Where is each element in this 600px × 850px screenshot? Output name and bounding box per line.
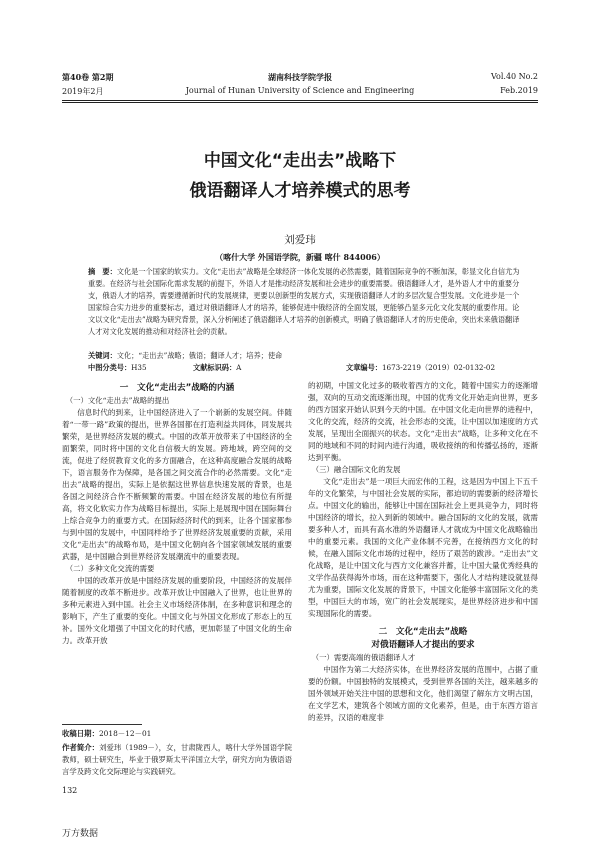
clc-value: H35 xyxy=(131,363,147,372)
author-intro-label: 作者简介： xyxy=(62,743,100,752)
keywords-line xyxy=(88,350,522,362)
header-date-en: Feb.2019 xyxy=(500,86,538,95)
keywords-text: 文化；“走出去”战略；俄语；翻译人才；培养；使命 xyxy=(116,351,283,360)
article-number-label: 文章编号： xyxy=(346,363,382,372)
clc-label: 中图分类号： xyxy=(88,363,132,372)
title-line-2: 俄语翻译人才培养模式的思考 xyxy=(189,181,411,201)
abstract-text: 文化是一个国家的软实力。文化“走出去”战略是全球经济一体化发展的必然需要，随着国际竞争的不断加深，彰显文化自信尤为重要。在经济与社会国际化需求发展的前提下，外语人才是推动经济发展和社会进步的重要需要。俄语翻译人才，是外语人才中的重要分支，俄语人才的培养，需要遵循新时代的发展规律，更要以创新型的发展方式，实现俄语翻译人才的多层次复合型发展。文化进步是一个国家综合实力进步的重要标志，通过对俄语翻译人才的培养，能够促进中俄经济的全面发展，更能够凸显多元化文化发展的重要作用。论文以文化“走出去”战略为研究背景，深入分析阐述了俄语翻译人才培养的创新模式，明确了俄语翻译人才的历史使命，突出未来俄语翻译人才对文化发展的推动和对经济社会的贡献。 xyxy=(88,267,520,336)
subsection-4-title: （一）需要高端的俄语翻译人才 xyxy=(311,653,416,662)
footnote-rule xyxy=(62,724,142,725)
article-number-value: 1673-2219（2019）02-0132-02 xyxy=(381,363,496,372)
author-name: 刘爱玮 xyxy=(284,234,316,246)
doc-code-label: 文献标识码： xyxy=(193,363,237,372)
header-journal-cn: 湖南科技学院学报 xyxy=(268,72,332,82)
abstract-label: 摘 要： xyxy=(88,267,117,276)
page-number: 132 xyxy=(62,786,78,795)
subsection-1-title: （一）文化“走出去”战略的提出 xyxy=(65,396,170,405)
header-rule-second xyxy=(62,102,538,103)
keywords-label: 关键词： xyxy=(88,351,117,360)
header-volume-en: Vol.40 No.2 xyxy=(491,72,538,81)
section-2-title-line-2: 对俄语翻译人才提出的要求 xyxy=(371,640,475,650)
title-line-1: 中国文化“走出去”战略下 xyxy=(203,151,397,171)
subsection-3-title: （三）融合国际文化的发展 xyxy=(311,465,401,474)
doc-code-value: A xyxy=(236,363,242,372)
header-journal-en: Journal of Hunan University of Science and Engineering xyxy=(185,86,415,95)
subsection-2-title: （二）多种文化交流的需要 xyxy=(65,564,155,573)
section-1-title: 一 文化“走出去”战略的内涵 xyxy=(119,383,235,393)
paragraph-4: 中国作为第二大经济实体，在世界经济发展的范围中，占据了重要的份额。中国独特的发展模式，受到世界各国的关注，越来越多的国外领域开始关注中国的思想和文化，他们渴望了解东方文明古国，在文学艺术，建筑各个领域方面的文化素养，但是，由于东西方语言的差异，汉语的难度非 xyxy=(308,665,538,722)
author-affiliation: （喀什大学 外国语学院，新疆 喀什 844006） xyxy=(215,252,385,262)
section-2-title-line-1: 二 文化“走出去”战略 xyxy=(378,627,468,637)
header-rule xyxy=(62,100,538,101)
header-volume-cn: 第40卷 第2期 xyxy=(62,72,114,82)
classification-line xyxy=(88,362,522,374)
received-label: 收稿日期： xyxy=(62,729,99,738)
left-column xyxy=(62,380,292,647)
received-date xyxy=(62,728,292,740)
author-intro xyxy=(62,742,292,778)
paragraph-continued: 的初期，中国文化过多的吸收着西方的文化，随着中国实力的逐渐增强，双向的互动交流逐渐出现，中国的优秀文化开始走向世界，更多的西方国家开始认识到今天的中国。在中国文化走向世界的进程中，文化的交流，经济的交流，社会形态的交流，让中国以加速度的方式发展，呈现出全面振兴的状态。文化“走出去”战略，让多种文化在不同的地域和不同的时间内进行沟通，吸收接纳的和传播弘扬的，逐渐达到平衡。 xyxy=(308,381,538,462)
header-date-cn: 2019年2月 xyxy=(62,87,104,96)
source-watermark: 万方数据 xyxy=(62,829,99,839)
paragraph-3: 文化“走出去”是一项巨大而宏伟的工程，这是因为中国上下五千年的文化繁荣，与中国社会发展的实际，都迫切的需要新的经济增长点。中国文化的输出，能够让中国在国际社会上更具竞争力，同时将中国经济的增长，拉入到新的领域中。融合国际的文化的发展，就需要多种人才，而具有高水准的外语翻译人才就成为中国文化战略输出中的重要元素。我国的文化产业体制不完善，在接纳西方文化的时候，在融入国际文化市场的过程中，经历了艰苦的跋涉。“走出去”文化战略，是让中国文化与西方文化兼容并蓄，让中国大量优秀经典的文学作品获得海外市场，而在这种需要下，强化人才结构建设就显得尤为重要，国际文化发展的背景下，中国文化能够丰富国际文化的类型，中国巨大的市场，宽广的社会发展现实，是世界经济进步和中国实现国际化的需要。 xyxy=(308,477,538,618)
right-column xyxy=(308,380,538,724)
author-intro-text: 刘爱玮（1989－），女，甘肃陇西人，喀什大学外国语学院教师，硕士研究生，毕业于俄罗斯太平洋国立大学，研究方向为俄语语言学及跨文化交际理论与实践研究。 xyxy=(62,743,292,776)
received-value: 2018－12－01 xyxy=(98,729,152,738)
abstract-block xyxy=(88,266,522,338)
paragraph-2: 中国的改革开放是中国经济发展的重要阶段，中国经济的发展伴随着制度的改革不断进步。改革开放让中国融入了世界，也让世界的多种元素进入到中国。社会主义市场经济体制，在多种意识和理念的影响下，产生了重要的变化。中国文化与外国文化形成了形态上的互补。国外文化增强了中国文化的时代感，更加彰显了中国文化的生命力。改革开放 xyxy=(62,576,292,645)
paragraph-1: 信息时代的到来，让中国经济进入了一个崭新的发展空间。伴随着“一带一路”政策的提出，世界各国都在打造利益共同体，同发展共繁荣，是世界经济发展的模式。中国的改革开放带来了中国经济的全面繁荣，同时将中国的文化自信极大的发展。跨地域，跨空间的交流，促进了经贸教育文化的多方面融合，在这种高度融合发展的战略下，语言服务作为保障，是各国之间交流合作的必然需要。文化“走出去”战略的提出，实际上是依据这世界信息快速发展的背景，也是各国之间经济合作不断频繁的需要。中国在经济发展的地位有所提高，将文化软实力作为战略目标提出，实际上是展现中国在国际舞台上综合竞争力的重要方式。在国际经济时代的到来，让各个国家都参与到中国的发展中，中国同样给予了世界经济发展重要的贡献，采用文化“走出去”的战略布局，是中国文化朝向各个国家领域发展的重要武器，是中国融合到世界经济发展潮流中的重要表现。 xyxy=(62,408,292,561)
